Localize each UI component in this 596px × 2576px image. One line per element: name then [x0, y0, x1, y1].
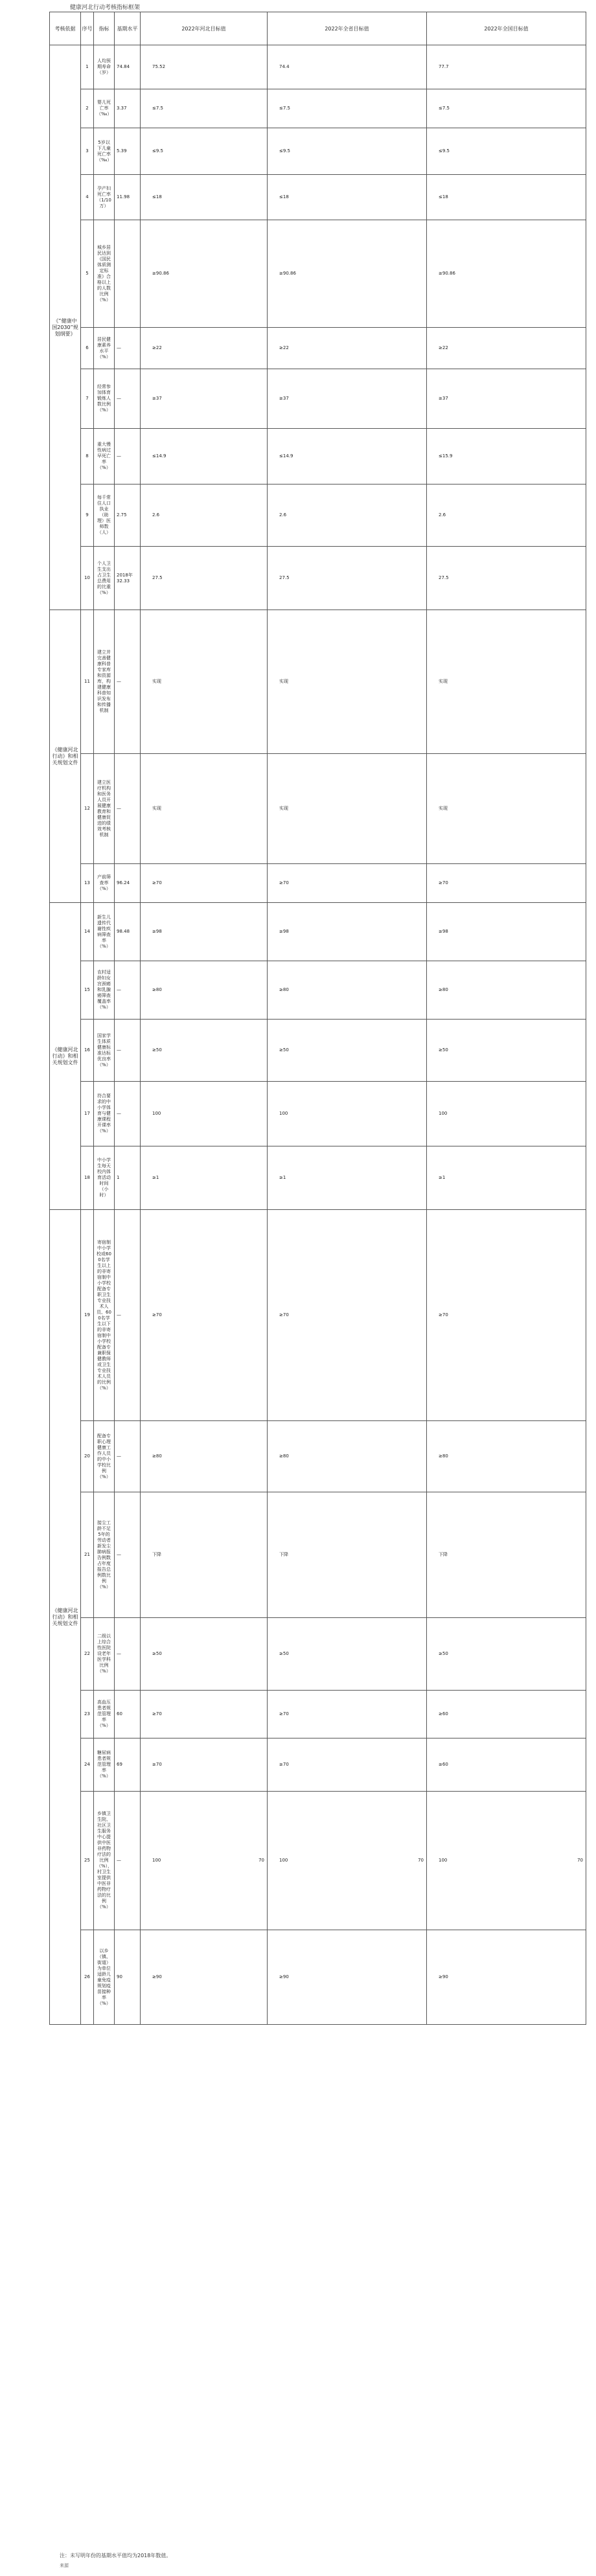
target-value-cell: ≥22	[141, 328, 268, 369]
target-value-cell: ≥90.86	[268, 220, 427, 328]
indicator-cell: 人均预期寿命（岁）	[94, 45, 115, 89]
target-value-cell: ≥70	[141, 864, 268, 903]
target-value-cell: ≤9.5	[141, 128, 268, 175]
table-row	[50, 1492, 586, 1618]
base-value-cell: —	[115, 1020, 141, 1082]
target-value-cell: ≥37	[268, 369, 427, 429]
seq-cell: 1	[81, 45, 94, 89]
target-value-cell: ≥80	[427, 961, 586, 1020]
target-value-cell: ≤14.9	[141, 429, 268, 484]
target-value-cell: 实现	[268, 754, 427, 864]
target-value: 100	[279, 1858, 288, 1863]
table-row	[50, 369, 586, 429]
target-value-cell: ≥50	[268, 1618, 427, 1691]
table-row	[50, 175, 586, 220]
table-row	[50, 429, 586, 484]
target-value-cell: ≤9.5	[427, 128, 586, 175]
target-value-cell: 100	[141, 1082, 268, 1146]
indicator-cell: 经常参加体育锻炼人数比例（%）	[94, 369, 115, 429]
target-value-cell: 74.4	[268, 45, 427, 89]
seq-cell: 26	[81, 1930, 94, 2025]
table-row	[50, 1146, 586, 1210]
target-value-cell: ≥90.86	[141, 220, 268, 328]
seq-cell: 5	[81, 220, 94, 328]
target-value-cell: ≤7.5	[268, 89, 427, 128]
indicator-cell: 接尘工龄不足5年的劳动者新发尘肺病报告例数占年度报告总例数比例（%）	[94, 1492, 115, 1618]
target-value-cell: ≥22	[268, 328, 427, 369]
target-value-cell: ≥50	[141, 1618, 268, 1691]
target-value-cell: ≤14.9	[268, 429, 427, 484]
seq-cell: 15	[81, 961, 94, 1020]
table-row	[50, 45, 586, 89]
seq-cell: 21	[81, 1492, 94, 1618]
table-row	[50, 547, 586, 610]
seq-cell: 20	[81, 1421, 94, 1492]
base-value-cell: 11.98	[115, 175, 141, 220]
indicator-cell: 乡镇卫生院、社区卫生服务中心提供中医非药物疗法的比例（%），村卫生室提供中医非药物疗法的比例（%）	[94, 1792, 115, 1930]
indicator-cell: 中小学生每天校内体育活动时间（小时）	[94, 1146, 115, 1210]
table-row	[50, 1210, 586, 1421]
indicator-cell: 居民健康素养水平（%）	[94, 328, 115, 369]
target-value-cell: ≥90	[141, 1930, 268, 2025]
base-value-cell: 5.39	[115, 128, 141, 175]
category-cell: 《健康河北行动》和相关规划文件	[50, 1210, 81, 2025]
target-value-cell: 2.6	[427, 484, 586, 547]
table-row	[50, 89, 586, 128]
seq-cell: 10	[81, 547, 94, 610]
indicator-cell: 婴儿死亡率（‰）	[94, 89, 115, 128]
seq-cell: 4	[81, 175, 94, 220]
footnote-source: 来源	[60, 2563, 69, 2568]
seq-cell: 19	[81, 1210, 94, 1421]
base-value-cell: —	[115, 429, 141, 484]
base-value-cell: 90	[115, 1930, 141, 2025]
seq-cell: 3	[81, 128, 94, 175]
category-cell: 《健康河北行动》和相关规划文件	[50, 610, 81, 903]
target-value-cell: 实现	[268, 610, 427, 754]
indicator-table	[49, 12, 586, 2025]
target-value-cell: ≥80	[427, 1421, 586, 1492]
target-value-cell	[268, 1792, 427, 1930]
table-row	[50, 220, 586, 328]
target-value: 100	[439, 1858, 448, 1863]
seq-cell: 11	[81, 610, 94, 754]
base-value-cell: —	[115, 1082, 141, 1146]
table-row	[50, 610, 586, 754]
base-value-cell: —	[115, 1492, 141, 1618]
indicator-cell: 国家学生体质健康标准达标优良率（%）	[94, 1020, 115, 1082]
target-value-cell: ≥50	[427, 1618, 586, 1691]
target-value-cell: ≥70	[427, 1210, 586, 1421]
table-header-row	[50, 12, 586, 45]
target-value-cell: 27.5	[268, 547, 427, 610]
indicator-cell: 糖尿病患者规范管理率（%）	[94, 1738, 115, 1792]
target-value-cell: ≥98	[268, 903, 427, 961]
table-row	[50, 961, 586, 1020]
target-value-cell: ≥90	[268, 1930, 427, 2025]
table-row	[50, 328, 586, 369]
base-value-cell: —	[115, 328, 141, 369]
table-row	[50, 1020, 586, 1082]
indicator-cell: 5岁以下儿童死亡率（‰）	[94, 128, 115, 175]
indicator-cell: 配备专职心理健康工作人员的中小学校比例（%）	[94, 1421, 115, 1492]
target-value-cell: ≥98	[141, 903, 268, 961]
target-value-cell: ≥90	[427, 1930, 586, 2025]
target-value-cell: ≥70	[268, 1691, 427, 1738]
target-value-cell: ≤7.5	[427, 89, 586, 128]
target-value-cell: 27.5	[427, 547, 586, 610]
seq-cell: 18	[81, 1146, 94, 1210]
base-value-cell: 3.37	[115, 89, 141, 128]
indicator-cell: 新生儿遗传代谢性疾病筛查率（%）	[94, 903, 115, 961]
base-value-cell: 74.84	[115, 45, 141, 89]
base-value-cell: —	[115, 1792, 141, 1930]
category-cell: 《“健康中国2030”规划纲要》	[50, 45, 81, 610]
target-value-cell: ≥37	[141, 369, 268, 429]
seq-cell: 24	[81, 1738, 94, 1792]
indicator-cell: 寄宿制中小学校或600名学生以上的非寄宿制中小学校配备专职卫生专业技术人员、600名学生以下的非寄宿制中小学校配备专兼职保健教师或卫生专业技术人员的比例（%）	[94, 1210, 115, 1421]
target-value-cell: ≤18	[141, 175, 268, 220]
table-row	[50, 1082, 586, 1146]
indicator-cell: 建立并完善健康科普专家库和资源库，构建健康科普知识发布和传播机制	[94, 610, 115, 754]
header-seq: 序号	[81, 12, 94, 45]
target-value-cell: ≤9.5	[268, 128, 427, 175]
target-value-cell: 75.52	[141, 45, 268, 89]
table-row	[50, 1618, 586, 1691]
base-value-cell: 69	[115, 1738, 141, 1792]
table-row	[50, 754, 586, 864]
target-value-secondary: 70	[258, 1858, 264, 1863]
target-value-cell: ≥1	[427, 1146, 586, 1210]
base-value-cell: —	[115, 1618, 141, 1691]
indicator-cell: 重大慢性病过早死亡率（%）	[94, 429, 115, 484]
target-value-cell: ≥70	[141, 1210, 268, 1421]
target-value-cell: ≥90.86	[427, 220, 586, 328]
target-value-cell: ≥80	[141, 1421, 268, 1492]
target-value-cell: 下降	[427, 1492, 586, 1618]
indicator-cell: 产前筛查率（%）	[94, 864, 115, 903]
target-value-cell: 实现	[141, 754, 268, 864]
seq-cell: 25	[81, 1792, 94, 1930]
target-value-cell: 实现	[427, 754, 586, 864]
seq-cell: 23	[81, 1691, 94, 1738]
target-value-cell: ≤18	[427, 175, 586, 220]
indicator-cell: 以乡（镇、街道）为单位适龄儿童免疫规划疫苗接种率（%）	[94, 1930, 115, 2025]
header-indicator: 指标	[94, 12, 115, 45]
target-value-cell: ≥70	[268, 1738, 427, 1792]
base-value-cell: 96.24	[115, 864, 141, 903]
target-value-cell: ≥80	[268, 1421, 427, 1492]
indicator-table-wrap	[49, 12, 586, 2025]
indicator-cell: 农村适龄妇女宫颈癌和乳腺癌筛查覆盖率（%）	[94, 961, 115, 1020]
table-row	[50, 484, 586, 547]
target-value-cell	[141, 1792, 268, 1930]
target-value-cell: 2.6	[268, 484, 427, 547]
target-value-cell: ≥98	[427, 903, 586, 961]
indicator-cell: 符合要求的中小学体育与健康课程开课率（%）	[94, 1082, 115, 1146]
target-value-cell: ≥50	[268, 1020, 427, 1082]
indicator-cell: 建立医疗机构和医务人员开展健康教育和健康促进的绩效考核机制	[94, 754, 115, 864]
base-value-cell: —	[115, 610, 141, 754]
header-target-2022-national: 2022年全国目标值	[427, 12, 586, 45]
target-value-cell: 实现	[427, 610, 586, 754]
table-row	[50, 1691, 586, 1738]
header-base: 基期水平	[115, 12, 141, 45]
base-value-cell: —	[115, 1210, 141, 1421]
target-value: 100	[152, 1858, 161, 1863]
target-value-cell	[427, 1792, 586, 1930]
target-value-cell: ≥70	[141, 1691, 268, 1738]
seq-cell: 12	[81, 754, 94, 864]
header-target-2022: 2022年河北目标值	[141, 12, 268, 45]
table-row	[50, 903, 586, 961]
target-value-cell: 下降	[268, 1492, 427, 1618]
target-value-secondary: 70	[418, 1858, 424, 1863]
target-value-cell: ≥50	[427, 1020, 586, 1082]
indicator-cell: 个人卫生支出占卫生总费用的比重（%）	[94, 547, 115, 610]
document-title: 健康河北行动考核指标框架	[70, 5, 141, 11]
target-value-cell: ≥70	[268, 1210, 427, 1421]
target-value-cell: ≥22	[427, 328, 586, 369]
table-row	[50, 1792, 586, 1930]
target-value-cell: ≥37	[427, 369, 586, 429]
target-value-cell: ≥70	[141, 1738, 268, 1792]
seq-cell: 16	[81, 1020, 94, 1082]
seq-cell: 7	[81, 369, 94, 429]
target-value-cell: ≥60	[427, 1738, 586, 1792]
seq-cell: 8	[81, 429, 94, 484]
target-value-cell: 100	[427, 1082, 586, 1146]
target-value-cell: ≥60	[427, 1691, 586, 1738]
target-value-cell: 2.6	[141, 484, 268, 547]
base-value-cell: —	[115, 1421, 141, 1492]
base-value-cell: —	[115, 369, 141, 429]
target-value-cell: ≥70	[268, 864, 427, 903]
base-value-cell: 98.48	[115, 903, 141, 961]
target-value-cell: ≤15.9	[427, 429, 586, 484]
target-value-cell: 27.5	[141, 547, 268, 610]
base-value-cell: 2018年32.33	[115, 547, 141, 610]
table-row	[50, 1738, 586, 1792]
target-value-cell: 77.7	[427, 45, 586, 89]
base-value-cell: 1	[115, 1146, 141, 1210]
indicator-cell: 城乡居民达到《国民体质测定标准》合格以上的人数比例（%）	[94, 220, 115, 328]
seq-cell: 2	[81, 89, 94, 128]
target-value-secondary: 70	[577, 1858, 583, 1863]
footnote: 注：未写明年份的基期水平值均为2018年数值。	[60, 2553, 172, 2559]
target-value-cell: ≤18	[268, 175, 427, 220]
seq-cell: 14	[81, 903, 94, 961]
indicator-cell: 每千常住人口执业（助理）医师数（人）	[94, 484, 115, 547]
indicator-cell: 二级以上综合性医院设老年医学科比例（%）	[94, 1618, 115, 1691]
seq-cell: 17	[81, 1082, 94, 1146]
table-row	[50, 1930, 586, 2025]
indicator-cell: 孕产妇死亡率（1/10万）	[94, 175, 115, 220]
target-value-cell: 实现	[141, 610, 268, 754]
base-value-cell	[115, 220, 141, 328]
seq-cell: 9	[81, 484, 94, 547]
header-target-2022-province: 2022年全省目标值	[268, 12, 427, 45]
target-value-cell: ≥70	[427, 864, 586, 903]
table-row	[50, 864, 586, 903]
target-value-cell: ≥50	[141, 1020, 268, 1082]
seq-cell: 13	[81, 864, 94, 903]
target-value-cell: ≤7.5	[141, 89, 268, 128]
table-row	[50, 128, 586, 175]
target-value-cell: 下降	[141, 1492, 268, 1618]
target-value-cell: ≥1	[268, 1146, 427, 1210]
category-cell: 《健康河北行动》和相关规划文件	[50, 903, 81, 1210]
base-value-cell: —	[115, 754, 141, 864]
target-value-cell: 100	[268, 1082, 427, 1146]
target-value-cell: ≥80	[141, 961, 268, 1020]
indicator-cell: 高血压患者规范管理率（%）	[94, 1691, 115, 1738]
seq-cell: 22	[81, 1618, 94, 1691]
base-value-cell: 2.75	[115, 484, 141, 547]
header-category: 考核依据	[50, 12, 81, 45]
seq-cell: 6	[81, 328, 94, 369]
table-row	[50, 1421, 586, 1492]
target-value-cell: ≥1	[141, 1146, 268, 1210]
base-value-cell: —	[115, 961, 141, 1020]
target-value-cell: ≥80	[268, 961, 427, 1020]
base-value-cell: 60	[115, 1691, 141, 1738]
